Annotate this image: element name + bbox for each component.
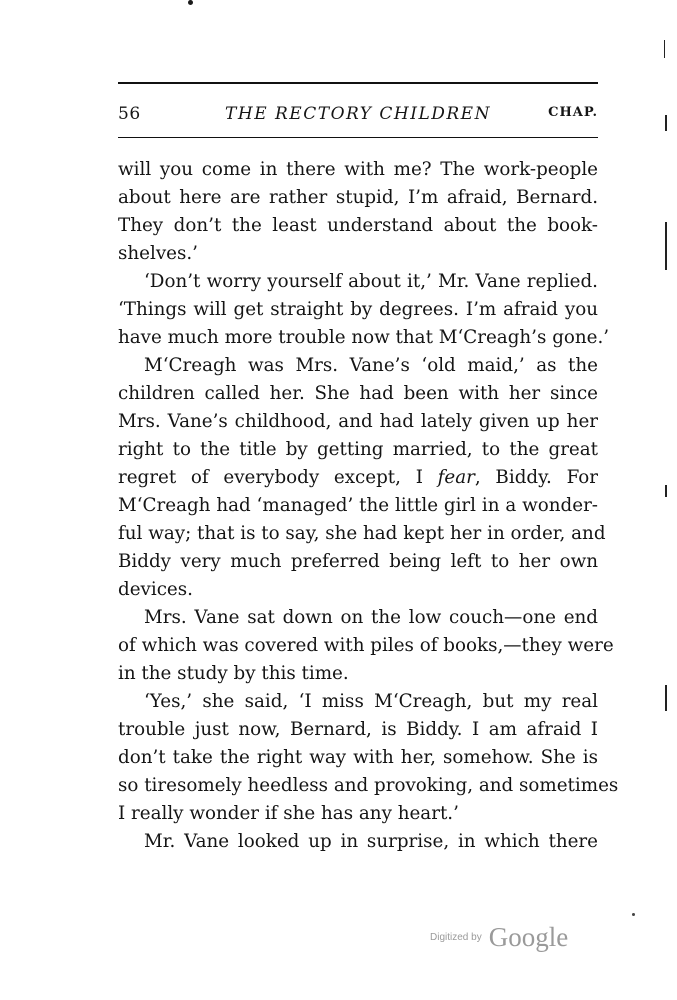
body-text	[118, 156, 619, 856]
text-line: M‘Creagh was Mrs. Vane’s ‘old maid,’ as the	[144, 355, 598, 376]
text-line: Biddy very much preferred being left to her own	[118, 551, 598, 572]
margin-mark	[664, 40, 665, 58]
text-line: regret of everybody except, I fear, Biddy. For	[118, 467, 598, 488]
running-head	[118, 104, 598, 128]
text-line: don’t take the right way with her, somehow. She is	[118, 747, 598, 768]
ink-speck	[632, 913, 635, 916]
text-line: have much more trouble now that M‘Creagh’s gone.’	[118, 327, 610, 348]
text-line: right to the title by getting married, to the great	[118, 439, 598, 460]
text-line: I really wonder if she has any heart.’	[118, 803, 459, 824]
text-line: children called her. She had been with her since	[118, 383, 598, 404]
margin-mark	[665, 685, 667, 711]
text-line: will you come in there with me? The work-people	[118, 159, 598, 180]
chapter-label: CHAP.	[548, 105, 598, 120]
text-line: M‘Creagh had ‘managed’ the little girl in a wonder-	[118, 495, 598, 516]
text-line: Mrs. Vane’s childhood, and had lately given up her	[118, 411, 598, 432]
text-line: They don’t the least understand about the book-	[118, 215, 598, 236]
margin-mark	[665, 115, 667, 131]
text-line: trouble just now, Bernard, is Biddy. I am afraid I	[118, 719, 598, 740]
header-rule-bottom	[118, 137, 598, 138]
text-line: ‘Yes,’ she said, ‘I miss M‘Creagh, but my real	[144, 691, 598, 712]
text-line: about here are rather stupid, I’m afraid, Bernard.	[118, 187, 598, 208]
text-line: ful way; that is to say, she had kept her in order, and	[118, 523, 606, 544]
header-rule-top	[118, 82, 598, 84]
margin-mark	[665, 485, 667, 497]
text-line: Mr. Vane looked up in surprise, in which there	[144, 831, 598, 852]
book-title: THE RECTORY CHILDREN	[225, 104, 491, 124]
text-line: devices.	[118, 579, 193, 600]
ink-speck	[188, 0, 193, 5]
digitized-watermark	[430, 922, 568, 953]
margin-mark	[665, 222, 667, 270]
text-line: ‘Things will get straight by degrees. I’m afraid you	[118, 299, 598, 320]
text-line: Mrs. Vane sat down on the low couch—one end	[144, 607, 598, 628]
watermark-prefix: Digitized by	[430, 932, 482, 943]
text-line: of which was covered with piles of books,—they were	[118, 635, 614, 656]
text-line: ‘Don’t worry yourself about it,’ Mr. Vane replied.	[144, 271, 598, 292]
text-line: shelves.’	[118, 243, 198, 264]
text-line: in the study by this time.	[118, 663, 349, 684]
page-number: 56	[118, 104, 141, 124]
watermark-brand: Google	[488, 922, 569, 952]
text-line: so tiresomely heedless and provoking, and sometimes	[118, 775, 619, 796]
